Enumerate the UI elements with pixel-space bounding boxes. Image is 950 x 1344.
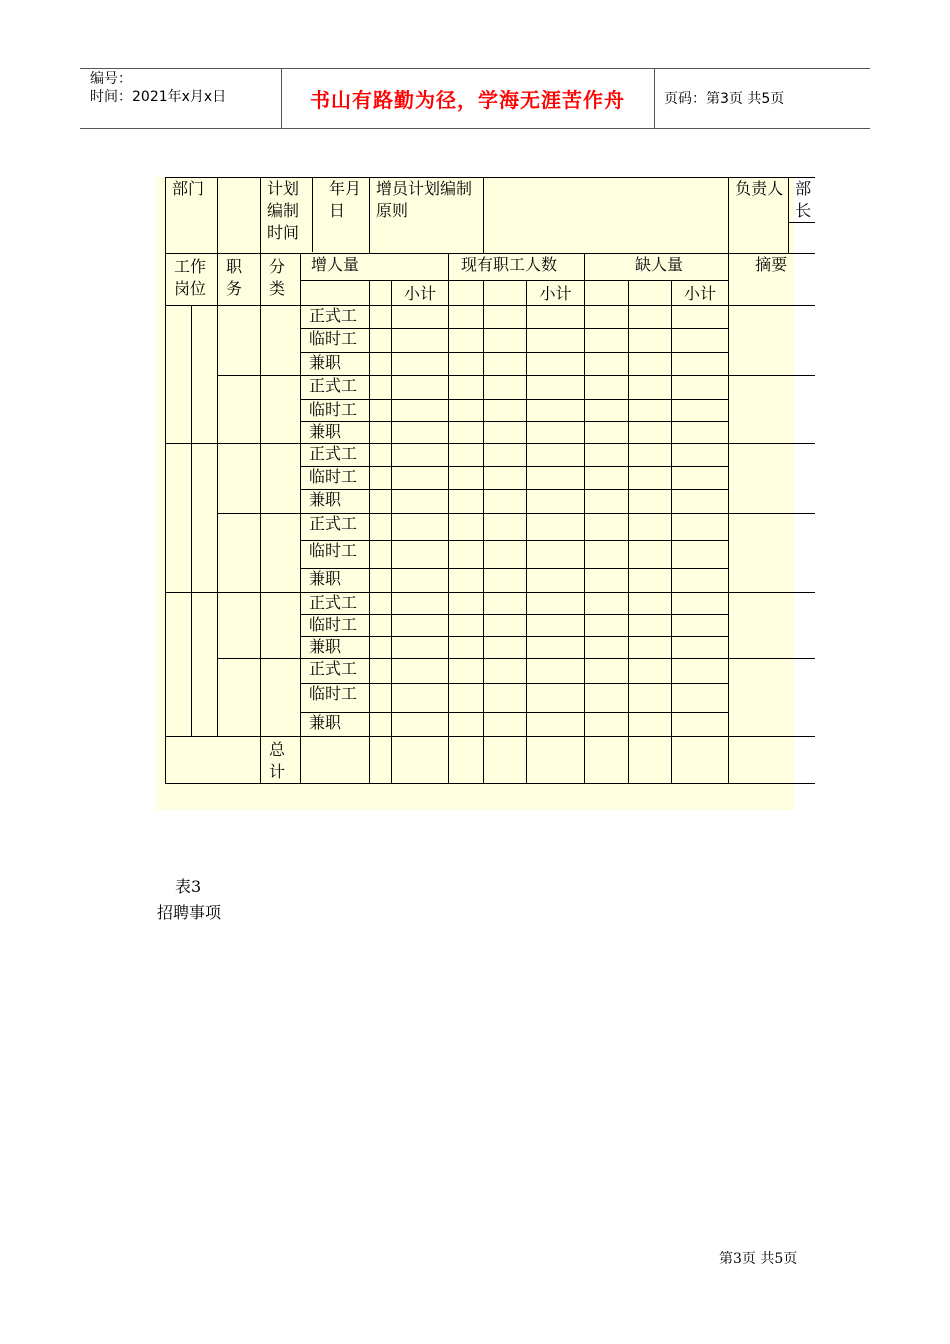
page-footer: 第3页 共5页 (719, 1251, 798, 1267)
summary-cell (729, 593, 815, 659)
table-row (166, 659, 815, 684)
summary-cell (729, 306, 815, 376)
summary-cell (729, 514, 815, 593)
header-page-number: 页码：第3页 共5页 (664, 91, 785, 107)
header-divider (654, 68, 655, 129)
kind-label: 正式工 (301, 514, 370, 541)
ymd-label: 年月日 (312, 178, 369, 252)
position-cell (166, 593, 192, 737)
total-row (166, 737, 815, 784)
col-shortage: 缺人量 (585, 254, 729, 281)
summary-cell (729, 376, 815, 444)
col-duty: 职务 (218, 254, 261, 306)
dept-label-cell: 部门 (166, 178, 218, 254)
kind-label: 正式工 (301, 593, 370, 615)
duty-cell (218, 659, 261, 737)
subtotal-label: 小计 (672, 281, 729, 306)
col-summary: 摘要 (729, 254, 815, 306)
category-cell (261, 444, 301, 514)
kind-label: 临时工 (301, 684, 370, 713)
kind-label: 临时工 (301, 467, 370, 490)
subtotal-label: 小计 (392, 281, 449, 306)
head-label-cell: 部长 (789, 178, 815, 223)
category-cell (261, 306, 301, 376)
position-cell (166, 306, 192, 444)
subtotal-label: 小计 (527, 281, 585, 306)
header-top-rule (80, 68, 870, 69)
plan-time-cell (261, 178, 370, 254)
table-row (166, 593, 815, 615)
duty-cell (218, 376, 261, 444)
table-row (166, 306, 815, 329)
owner-label-cell: 负责人 (729, 178, 789, 254)
kind-label: 兼职 (301, 713, 370, 737)
kind-label: 兼职 (301, 422, 370, 444)
dept-value-cell (218, 178, 261, 254)
kind-label: 临时工 (301, 400, 370, 422)
kind-label: 正式工 (301, 444, 370, 467)
summary-cell (729, 659, 815, 737)
kind-label: 兼职 (301, 353, 370, 376)
category-cell (261, 376, 301, 444)
principle-label-cell: 增员计划编制原则 (370, 178, 484, 254)
table-row (166, 444, 815, 467)
kind-label: 兼职 (301, 569, 370, 593)
col-current: 现有职工人数 (449, 254, 585, 281)
header-motto: 书山有路勤为径，学海无涯苦作舟 (310, 88, 625, 112)
kind-label: 兼职 (301, 490, 370, 514)
document-number: 编号： (90, 71, 132, 87)
kind-label: 临时工 (301, 615, 370, 637)
header-meta (90, 70, 226, 106)
principle-value-cell (484, 178, 729, 254)
kind-label: 正式工 (301, 659, 370, 684)
col-category: 分类 (261, 254, 301, 306)
kind-label: 临时工 (301, 541, 370, 569)
duty-cell (218, 306, 261, 376)
section-title: 招聘事项 (157, 903, 222, 922)
total-label-cell: 总计 (261, 737, 301, 784)
duty-cell (218, 514, 261, 593)
table-row (166, 376, 815, 400)
table-row (166, 514, 815, 541)
staffing-plan-form (165, 177, 812, 784)
category-cell (261, 659, 301, 737)
table-reference: 表3 (175, 877, 202, 896)
document-date: 时间：2021年x月x日 (90, 89, 227, 105)
form-body (166, 306, 815, 737)
duty-cell (218, 593, 261, 659)
col-position: 工作岗位 (166, 254, 218, 306)
position-cell (166, 444, 192, 593)
kind-label: 临时工 (301, 329, 370, 353)
category-cell (261, 593, 301, 659)
summary-cell (729, 444, 815, 514)
kind-label: 正式工 (301, 306, 370, 329)
col-increase: 增人量 (301, 254, 449, 281)
category-cell (261, 514, 301, 593)
duty-cell (218, 444, 261, 514)
kind-label: 正式工 (301, 376, 370, 400)
staffing-plan-table (165, 177, 815, 784)
kind-label: 兼职 (301, 637, 370, 659)
header-bottom-rule (80, 128, 870, 129)
plan-time-label: 计划编制时间 (267, 179, 300, 242)
head-value-cell (789, 223, 815, 254)
